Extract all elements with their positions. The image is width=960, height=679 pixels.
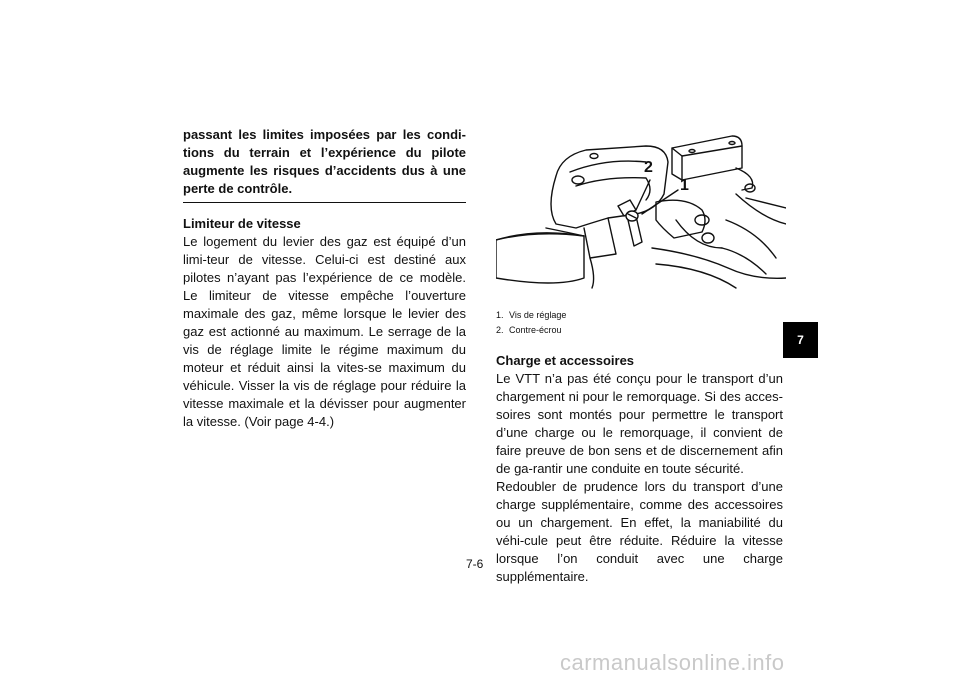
- left-column: [183, 126, 466, 431]
- chapter-tab: 7: [783, 322, 818, 358]
- speed-limiter-body: Le logement du levier des gaz est équipé d’un limi-teur de vitesse. Celui-ci est destiné aux pilotes n’ayant pas l’expérience de ce modèle. Le limiteur de vitesse empêche l’ouverture maximale des gaz, même lorsque le levier des gaz est actionné au maximum. Le serrage de la vis de réglage limite le régime maximum du moteur et réduit ainsi la vites-se maximum du véhicule. Visser la vis de réglage pour réduire la vitesse maximale et la dévisser pour augmenter la vitesse. (Voir page 4-4.): [183, 234, 466, 429]
- throttle-housing-illustration: [496, 128, 786, 300]
- callout-2: 2: [644, 159, 653, 176]
- caption-item: [496, 323, 566, 338]
- caption-number: 2.: [496, 325, 504, 335]
- load-heading: Charge et accessoires: [496, 353, 635, 368]
- caption-item: [496, 308, 566, 323]
- load-paragraph-2: Redoubler de prudence lors du transport d’une charge supplémentaire, comme des accessoires ou un chargement. En effet, la maniabilité du véhi-cule peut être réduite. Réduire la vitesse lorsque l’on conduit avec une charge supplémentaire.: [496, 479, 783, 584]
- caption-text: Contre-écrou: [509, 325, 562, 335]
- page-number: 7-6: [466, 557, 484, 571]
- speed-limiter-heading: Limiteur de vitesse: [183, 216, 301, 231]
- warning-text: passant les limites imposées par les condi-tions du terrain et l’expérience du pilote augmente les risques d’accidents dus à une perte de contrôle.: [183, 127, 466, 196]
- watermark: carmanualsonline.info: [560, 650, 785, 675]
- load-paragraph-1: Le VTT n’a pas été conçu pour le transport d’un chargement ni pour le remorquage. Si des acces-soires sont montés pour permettre le transport d’une charge ou le remorquage, il convient de faire preuve de bon sens et de discernement afin de ga-rantir une conduite en toute sécurité.: [496, 371, 783, 476]
- callout-1: 1: [680, 177, 689, 194]
- right-column: [496, 352, 783, 586]
- caption-number: 1.: [496, 310, 504, 320]
- figure-captions: [496, 308, 566, 338]
- caption-text: Vis de réglage: [509, 310, 567, 320]
- warning-divider: [183, 202, 466, 203]
